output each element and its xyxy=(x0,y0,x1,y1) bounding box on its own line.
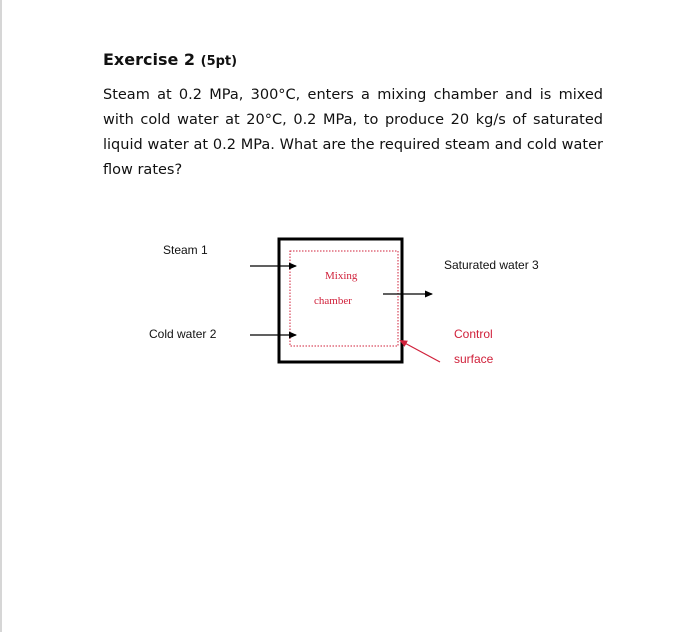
chamber-label-line2: chamber xyxy=(314,295,352,307)
cold-water-inlet-label: Cold water 2 xyxy=(149,327,217,341)
problem-statement: Steam at 0.2 MPa, 300°C, enters a mixing chamber and is mixed with cold water at 20°C, 0.2 MPa, to produce 20 kg/s of saturated liquid water at 0.2 MPa. What are the required steam and cold water flow rates? xyxy=(103,87,603,178)
control-surface-label-line1: Control xyxy=(454,327,493,341)
control-surface-pointer xyxy=(401,341,440,362)
chamber-label-line1: Mixing xyxy=(325,270,358,282)
steam-inlet-label: Steam 1 xyxy=(163,243,208,257)
control-surface-label-line2: surface xyxy=(454,352,494,366)
exercise-title-text: Exercise 2 xyxy=(103,50,196,69)
saturated-water-outlet-label: Saturated water 3 xyxy=(444,258,539,272)
exercise-points: (5pt) xyxy=(200,54,238,69)
